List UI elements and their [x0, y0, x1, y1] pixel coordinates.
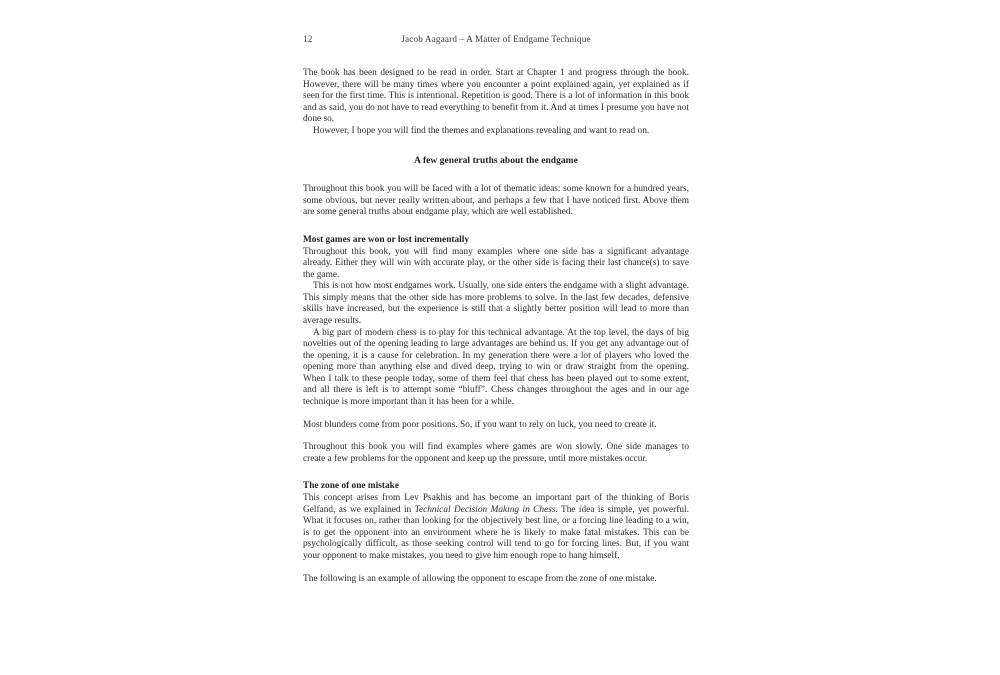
zone-text-before-title: This concept arises from Lev Psakhis and has become an important part of the thinking of Boris Gelfand, as we explained in: [303, 493, 689, 515]
paragraph-modern-chess-technical: A big part of modern chess is to play for this technical advantage. At the top level, the days of big novelties out of the opening leading to large advantages are behind us. If you get any advantage out of the opening, it is a cause for celebration. In my generation there were a lot of players who loved the opening more than anything else and dived deep, trying to win or draw straight from the opening. When I talk to these people today, some of them feel that chess has been played out to some extent, and all there is left is to attempt some “bluff”. Chess changes throughout the ages and in our age technique is more important than it has been for a while.: [303, 327, 689, 407]
section-heading-general-truths: A few general truths about the endgame: [414, 156, 578, 167]
subheading-wrap-incrementally: [303, 235, 689, 247]
paragraph-games-won-slowly: Throughout this book you will find examples where games are won slowly. One side manages to create a few problems for the opponent and keep up the pressure, until more mistakes occur.: [303, 442, 689, 464]
page-number: 12: [303, 34, 313, 44]
running-title: Jacob Aagaard – A Matter of Endgame Technique: [401, 34, 591, 44]
book-title-reference: Technical Decision Making in Chess: [414, 504, 556, 515]
paragraph-intro-hope: However, I hope you will find the themes and explanations revealing and want to read on.: [313, 125, 650, 136]
paragraph-significant-advantage: Throughout this book, you will find many examples where one side has a significant advantage already. Either they will win with accurate play, or the other side is facing their last chance(s) to save the game.: [303, 246, 689, 280]
paragraph-thematic-ideas: Throughout this book you will be faced with a lot of thematic ideas: some known for a hundred years, some obvious, but never really written about, and perhaps a few that I have noticed first. Above them are some general truths about endgame play, which are well established.: [303, 184, 689, 218]
running-header: [303, 32, 689, 46]
section-heading-wrap: [303, 155, 689, 167]
paragraph-blunders-poor-positions: Most blunders come from poor positions. So, if you want to rely on luck, you need to create it.: [303, 419, 657, 430]
subheading-zone-of-one-mistake: The zone of one mistake: [303, 481, 400, 492]
paragraph-following-example: The following is an example of allowing the opponent to escape from the zone of one mistake.: [303, 573, 657, 584]
paragraph-slight-advantage: This is not how most endgames work. Usually, one side enters the endgame with a slight advantage. This simply means that the other side has more problems to solve. In the last few decades, defensive skills have increased, but the experience is still that a slightly better position will lead to more than average results.: [303, 281, 689, 326]
zone-text-after-title: . The idea is simple, yet powerful. What it focuses on, rather than looking for the objectively best line, or a forcing line leading to a win, is to get the opponent into an environment where he is likely to make fatal mistakes. This can be psychologically difficult, as those seeking control will tend to go for forcing lines. But, if you want your opponent to make mistakes, you need to give him enough rope to hang himself.: [303, 504, 689, 561]
subheading-wrap-zone-one-mistake: [303, 481, 689, 493]
subheading-most-games-incrementally: Most games are won or lost incrementally: [303, 234, 470, 245]
text-block: [303, 32, 689, 585]
paragraph-zone-concept: [303, 493, 689, 562]
paragraph-intro-order: The book has been designed to be read in order. Start at Chapter 1 and progress through the book. However, there will be many times where you encounter a point explained again, yet explained as if seen for the first time. This is intentional. Repetition is good. There is a lot of information in this book and as said, you do not have to read everything to benefit from it. And at times I presume you have not done so.: [303, 68, 689, 125]
